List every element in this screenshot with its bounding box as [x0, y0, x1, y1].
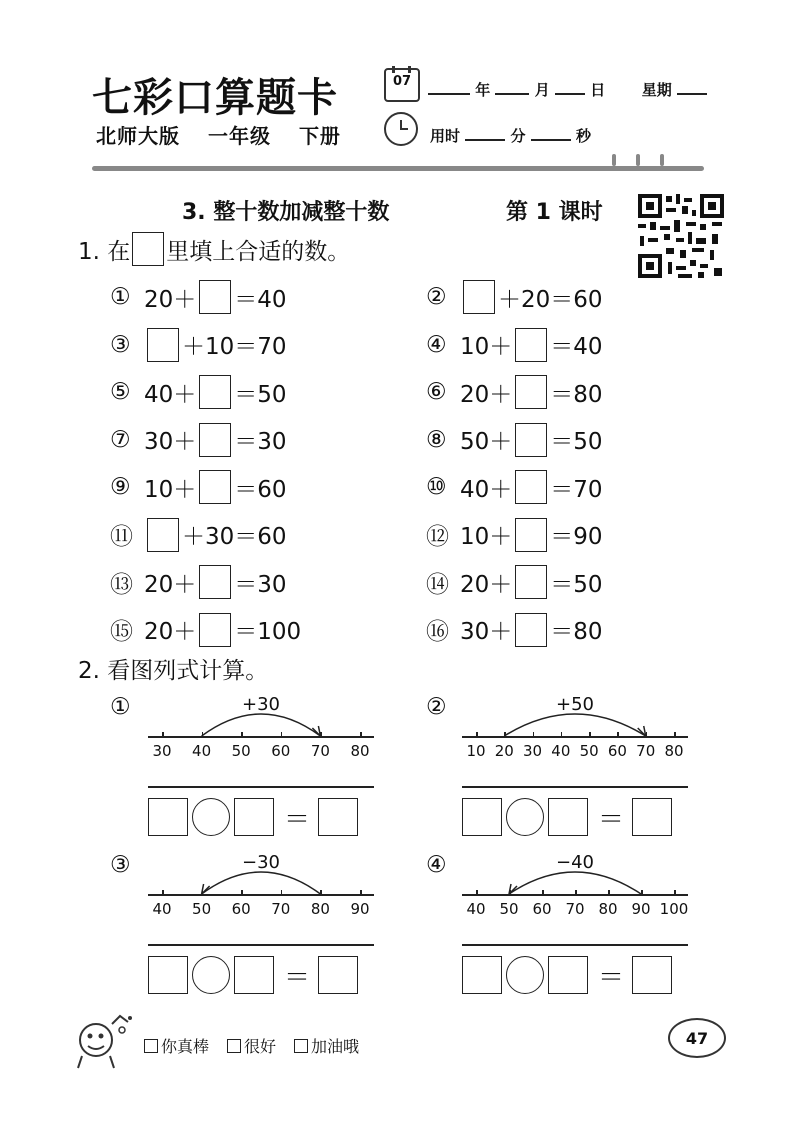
rating-label: 加油哦	[311, 1037, 360, 1056]
tick-label: 50	[499, 900, 519, 918]
equation-right: ＝90	[550, 524, 603, 550]
second-blank[interactable]	[531, 124, 571, 141]
operand-box[interactable]	[548, 798, 588, 836]
item-number: ④	[426, 331, 447, 358]
item-number: ⑧	[426, 426, 447, 453]
edition-label: 北师大版	[96, 124, 180, 148]
tick-label: 100	[659, 900, 689, 918]
equation-left: 40＋	[460, 476, 513, 503]
equation-left: 30＋	[144, 429, 197, 455]
equation-right: ＋30＝60	[182, 524, 287, 550]
calendar-number: 07	[392, 74, 412, 89]
tick-label: 70	[271, 900, 291, 918]
item-number: ⑪	[110, 524, 133, 550]
tick-label: 90	[631, 900, 651, 918]
problem-number: ④	[426, 852, 447, 878]
equation-left: 10＋	[144, 476, 197, 503]
equation-right: ＝50	[234, 381, 287, 408]
equation-left: 20＋	[144, 571, 197, 598]
equation-right: ＋20＝60	[498, 286, 603, 313]
operation-label: +50	[556, 694, 594, 715]
equation-left: 20＋	[144, 286, 197, 313]
year-blank[interactable]	[428, 78, 470, 95]
tick-label: 70	[565, 900, 585, 918]
equation-item	[426, 280, 603, 314]
tick-label: 80	[350, 742, 370, 760]
item-number: ②	[426, 284, 447, 310]
answer-line	[148, 944, 374, 946]
checkbox-icon[interactable]	[294, 1039, 308, 1053]
rating-option[interactable]	[227, 1034, 276, 1057]
checkbox-icon[interactable]	[144, 1039, 158, 1053]
tick-label: 60	[271, 742, 291, 760]
equation-left: 10＋	[460, 334, 513, 360]
equation-item	[426, 565, 603, 599]
tick-label: 90	[350, 900, 370, 918]
item-number: ⑮	[110, 619, 133, 645]
item-number: ⑦	[110, 426, 131, 453]
equation-item	[110, 613, 301, 647]
operation-label: −40	[556, 852, 594, 873]
checkbox-icon[interactable]	[227, 1039, 241, 1053]
equation-right: ＝80	[550, 619, 603, 645]
equals-sign: ＝	[284, 804, 311, 835]
answer-box[interactable]	[515, 613, 547, 647]
self-rating	[144, 1034, 377, 1057]
equation-left: 10＋	[460, 524, 513, 550]
number-line	[462, 852, 688, 932]
month-label: 月	[534, 81, 550, 99]
item-number: ⑨	[110, 474, 131, 500]
equation-item	[426, 328, 603, 362]
answer-box[interactable]	[199, 423, 231, 457]
item-number: ⑫	[426, 524, 449, 550]
equals-sign: ＝	[598, 804, 625, 835]
rating-option[interactable]	[294, 1034, 359, 1057]
day-label: 日	[590, 81, 606, 99]
answer-box[interactable]	[199, 280, 231, 314]
operation-label: −30	[242, 852, 280, 873]
answer-box[interactable]	[199, 470, 231, 504]
number-line	[148, 852, 374, 932]
tick-label: 80	[310, 900, 330, 918]
date-fields	[428, 78, 707, 100]
operator-circle[interactable]	[506, 798, 544, 836]
result-box[interactable]	[318, 798, 358, 836]
operand-box[interactable]	[234, 956, 274, 994]
equation-item	[426, 613, 603, 647]
result-box[interactable]	[632, 956, 672, 994]
section2-title: 2. 看图列式计算。	[78, 658, 269, 684]
number-line	[148, 694, 374, 774]
operand-box[interactable]	[148, 956, 188, 994]
formula-boxes	[462, 956, 676, 994]
qr-code-icon	[636, 192, 726, 280]
tick-label: 30	[152, 742, 172, 760]
number-line	[462, 694, 688, 774]
operand-box[interactable]	[148, 798, 188, 836]
equals-sign: ＝	[598, 962, 625, 993]
equation-item	[110, 280, 287, 314]
item-number: ⑥	[426, 379, 447, 405]
tick-label: 60	[231, 900, 251, 918]
equation-right: ＝70	[550, 476, 603, 503]
arc-path	[504, 714, 645, 736]
answer-line	[148, 786, 374, 788]
item-number: ⑯	[426, 619, 449, 645]
tick-label: 40	[192, 742, 212, 760]
operation-label: +30	[242, 694, 280, 715]
arrow-head-icon	[638, 726, 646, 736]
result-box[interactable]	[318, 956, 358, 994]
equation-right: ＝40	[550, 334, 603, 360]
lesson-title: 3. 整十数加减整十数	[182, 200, 390, 225]
operand-box[interactable]	[462, 956, 502, 994]
operand-box[interactable]	[548, 956, 588, 994]
edition-info	[96, 120, 361, 149]
answer-box[interactable]	[515, 328, 547, 362]
equation-left: 20＋	[144, 619, 197, 645]
section1-suffix: 里填上合适的数。	[166, 238, 351, 265]
second-label: 秒	[575, 127, 591, 145]
volume-label: 下册	[298, 124, 341, 148]
operator-circle[interactable]	[192, 798, 230, 836]
rating-label: 你真棒	[161, 1037, 210, 1056]
equation-right: ＝50	[550, 429, 603, 455]
tick-label: 70	[310, 742, 330, 760]
tick-label: 50	[231, 742, 251, 760]
equation-left: 40＋	[144, 381, 197, 408]
week-blank[interactable]	[677, 78, 707, 95]
item-number: ⑤	[110, 379, 131, 405]
equation-left: 20＋	[460, 381, 513, 408]
answer-box[interactable]	[199, 565, 231, 599]
tick-label: 40	[466, 900, 486, 918]
item-number: ③	[110, 331, 131, 358]
month-blank[interactable]	[495, 78, 529, 95]
item-number: ⑩	[426, 474, 447, 500]
formula-boxes	[148, 798, 362, 836]
equation-item	[110, 328, 287, 362]
lesson-part: 第 1 课时	[506, 200, 603, 225]
calendar-icon	[384, 68, 420, 102]
equation-item	[110, 423, 287, 457]
item-number: ①	[110, 284, 131, 310]
equation-item	[426, 470, 603, 504]
equation-right: ＋10＝70	[182, 334, 287, 360]
answer-box[interactable]	[199, 375, 231, 409]
equation-right: ＝30	[234, 571, 287, 598]
answer-box[interactable]	[463, 280, 495, 314]
rating-option[interactable]	[144, 1034, 209, 1057]
arc-path	[509, 872, 641, 894]
tick-label: 80	[598, 900, 618, 918]
answer-box[interactable]	[515, 565, 547, 599]
equals-sign: ＝	[284, 962, 311, 993]
equation-item	[110, 565, 287, 599]
answer-box[interactable]	[515, 375, 547, 409]
answer-box[interactable]	[515, 470, 547, 504]
equation-item	[110, 470, 287, 504]
tick-label: 60	[607, 742, 627, 760]
grade-label: 一年级	[207, 124, 271, 148]
section1-title	[78, 232, 350, 266]
equation-right: ＝100	[234, 619, 302, 645]
problem-number: ①	[110, 694, 131, 720]
tick-label: 70	[636, 742, 656, 760]
operator-circle[interactable]	[192, 956, 230, 994]
equation-item	[426, 518, 603, 552]
problem-number: ③	[110, 852, 131, 878]
mascot-icon	[72, 1010, 134, 1070]
arc-path	[202, 714, 321, 736]
answer-box[interactable]	[147, 328, 179, 362]
arc-path	[202, 872, 321, 894]
equation-right: ＝50	[550, 571, 603, 598]
result-box[interactable]	[632, 798, 672, 836]
tick-label: 60	[532, 900, 552, 918]
minute-label: 分	[510, 127, 526, 145]
tick-label: 80	[664, 742, 684, 760]
sample-box	[132, 232, 164, 266]
answer-box[interactable]	[199, 613, 231, 647]
tick-label: 20	[494, 742, 514, 760]
equation-item	[110, 375, 287, 409]
clock-icon	[384, 112, 418, 146]
answer-line	[462, 944, 688, 946]
formula-boxes	[148, 956, 362, 994]
equation-right: ＝40	[234, 286, 287, 313]
answer-box[interactable]	[515, 518, 547, 552]
equation-right: ＝60	[234, 476, 287, 503]
week-label: 星期	[641, 81, 672, 99]
item-number: ⑬	[110, 571, 133, 598]
operand-box[interactable]	[462, 798, 502, 836]
answer-line	[462, 786, 688, 788]
equation-left: 50＋	[460, 429, 513, 455]
answer-box[interactable]	[147, 518, 179, 552]
equation-left: 20＋	[460, 571, 513, 598]
equation-item	[426, 423, 603, 457]
tick-label: 50	[579, 742, 599, 760]
day-blank[interactable]	[555, 78, 585, 95]
tick-label: 40	[152, 900, 172, 918]
time-used-label: 用时	[430, 127, 461, 145]
formula-boxes	[462, 798, 676, 836]
answer-box[interactable]	[515, 423, 547, 457]
tick-label: 50	[192, 900, 212, 918]
equation-right: ＝80	[550, 381, 603, 408]
problem-number: ②	[426, 694, 447, 720]
time-fields	[430, 124, 591, 146]
tick-label: 30	[523, 742, 543, 760]
equation-left: 30＋	[460, 619, 513, 645]
year-label: 年	[475, 81, 491, 99]
brand-title	[92, 66, 338, 123]
rating-label: 很好	[244, 1037, 277, 1056]
operand-box[interactable]	[234, 798, 274, 836]
operator-circle[interactable]	[506, 956, 544, 994]
tick-label: 10	[466, 742, 486, 760]
header-divider	[92, 166, 704, 171]
section1-prefix: 1. 在	[78, 238, 131, 265]
minute-blank[interactable]	[465, 124, 505, 141]
brand-text: 七彩口算题卡	[92, 74, 338, 121]
equation-right: ＝30	[234, 429, 287, 455]
page-number: 47	[668, 1018, 726, 1058]
equation-item	[110, 518, 287, 552]
tick-label: 40	[551, 742, 571, 760]
equation-item	[426, 375, 603, 409]
item-number: ⑭	[426, 571, 449, 598]
